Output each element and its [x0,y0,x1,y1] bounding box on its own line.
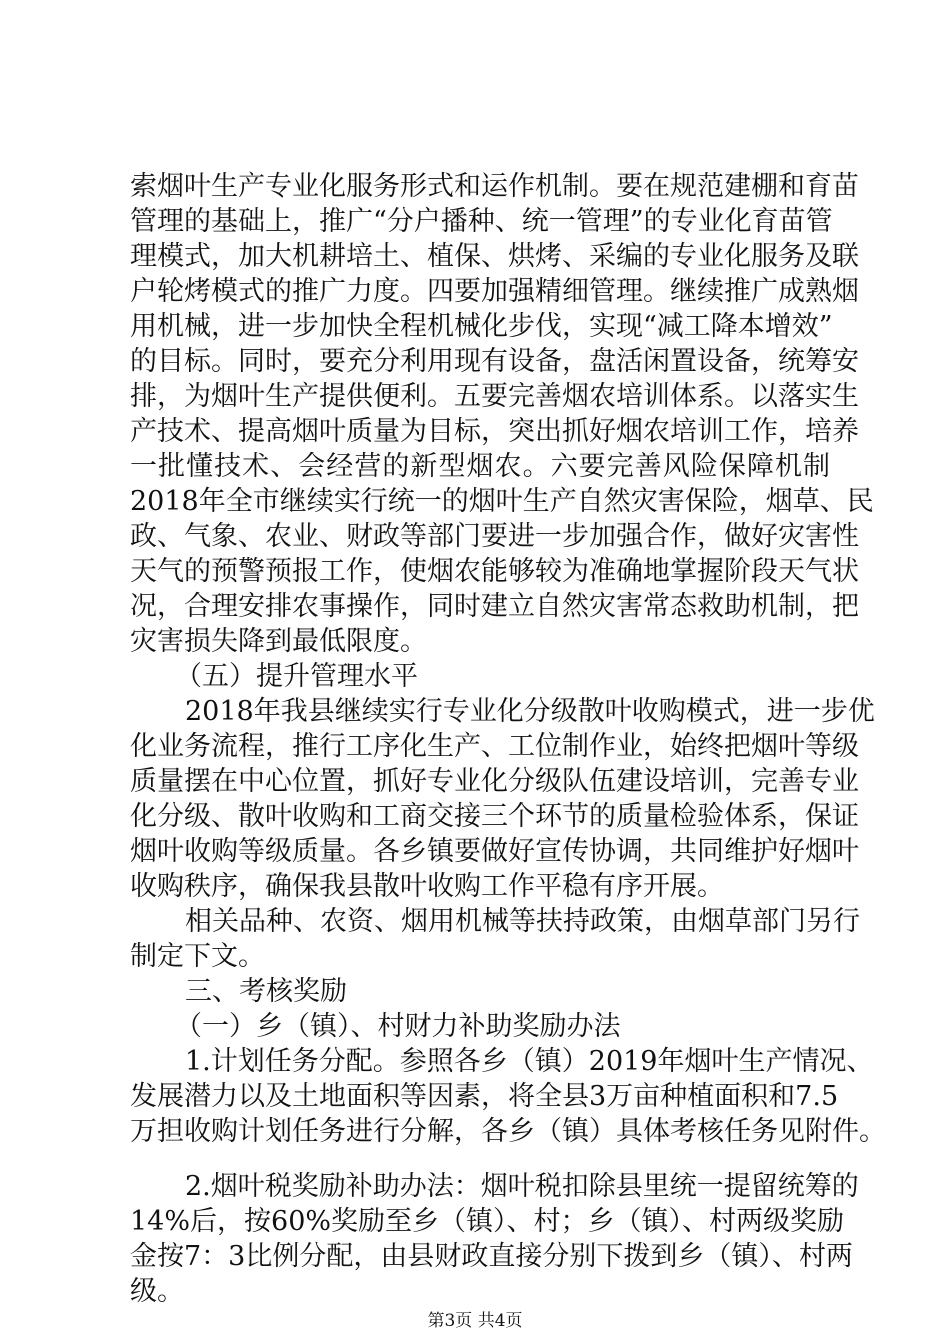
text-line: 制定下文。 [130,941,265,972]
text-line: 况，合理安排农事操作，同时建立自然灾害常态救助机制，把 [130,591,859,622]
text-line: 索烟叶生产专业化服务形式和运作机制。要在规范建棚和育苗 [130,171,859,202]
text-line: 天气的预警预报工作，使烟农能够较为准确地掌握阶段天气状 [130,556,859,587]
text-line: 化业务流程，推行工序化生产、工位制作业，始终把烟叶等级 [130,731,859,762]
section-heading: 三、考核奖励 [185,976,347,1007]
text-line: 2018年全市继续实行统一的烟叶生产自然灾害保险，烟草、民 [130,486,874,517]
text-line: 政、气象、农业、财政等部门要进一步加强合作，做好灾害性 [130,521,859,552]
page-footer: 第3页 共4页 [427,1311,523,1331]
text-line: 灾害损失降到最低限度。 [130,626,427,657]
text-line: 发展潜力以及土地面积等因素，将全县3万亩种植面积和7.5 [130,1081,839,1112]
text-line: 14%后，按60%奖励至乡（镇）、村；乡（镇）、村两级奖励 [130,1206,845,1237]
text-line: 化分级、散叶收购和工商交接三个环节的质量检验体系，保证 [130,801,859,832]
text-line: 的目标。同时，要充分利用现有设备，盘活闲置设备，统筹安 [130,346,859,377]
text-line: 管理的基础上，推广“分户播种、统一管理”的专业化育苗管 [130,206,833,237]
text-line: 万担收购计划任务进行分解，各乡（镇）具体考核任务见附件。 [130,1116,886,1147]
text-line: 烟叶收购等级质量。各乡镇要做好宣传协调，共同维护好烟叶 [130,836,859,867]
text-line: 2.烟叶税奖励补助办法：烟叶税扣除县里统一提留统筹的 [185,1171,859,1202]
text-line: 质量摆在中心位置，抓好专业化分级队伍建设培训，完善专业 [130,766,859,797]
text-line: 户轮烤模式的推广力度。四要加强精细管理。继续推广成熟烟 [130,276,859,307]
text-line: 级。 [130,1276,184,1307]
text-line: 理模式，加大机耕培土、植保、烘烤、采编的专业化服务及联 [130,241,859,272]
subsection-heading: （一）乡（镇）、村财力补助奖励办法 [175,1011,621,1042]
text-line: 产技术、提高烟叶质量为目标，突出抓好烟农培训工作，培养 [130,416,859,447]
text-line: 用机械，进一步加快全程机械化步伐，实现“减工降本增效” [130,311,833,342]
text-line: 一批懂技术、会经营的新型烟农。六要完善风险保障机制 [130,451,830,482]
text-line: 金按7：3比例分配，由县财政直接分别下拨到乡（镇）、村两 [130,1241,853,1272]
text-line: 排，为烟叶生产提供便利。五要完善烟农培训体系。以落实生 [130,381,859,412]
section-heading: （五）提升管理水平 [175,661,418,692]
text-line: 1.计划任务分配。参照各乡（镇）2019年烟叶生产情况、 [185,1046,874,1077]
text-line: 相关品种、农资、烟用机械等扶持政策，由烟草部门另行 [185,906,860,937]
text-line: 2018年我县继续实行专业化分级散叶收购模式，进一步优 [185,696,875,727]
text-line: 收购秩序，确保我县散叶收购工作平稳有序开展。 [130,871,724,902]
